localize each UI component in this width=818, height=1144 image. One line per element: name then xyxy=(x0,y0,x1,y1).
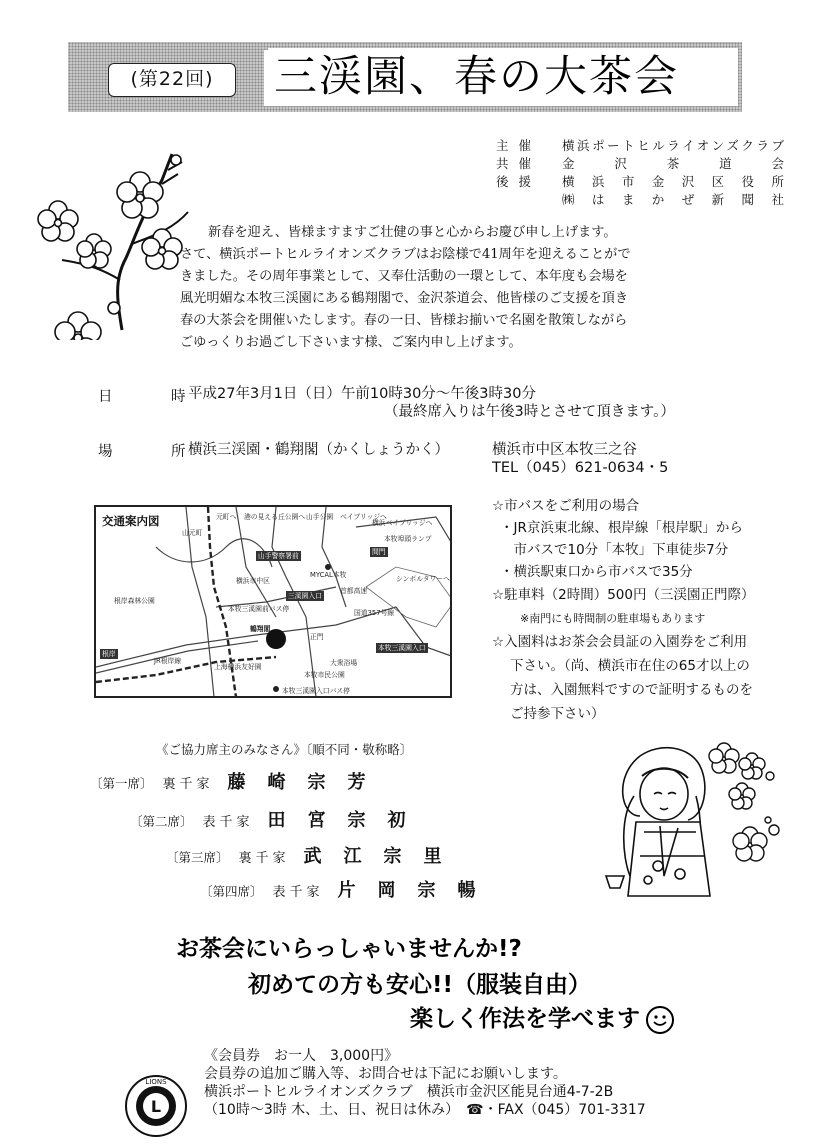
organizer-name: 金沢茶道会 xyxy=(562,156,784,171)
access-line: ※南門にも時間制の駐車場もあります xyxy=(520,612,706,625)
map-label: 山手公園 xyxy=(306,513,334,521)
svg-text:L: L xyxy=(150,1097,162,1116)
map-label: 本牧三溪園前バス停 xyxy=(228,605,290,613)
event-tel: TEL（045）621-0634・5 xyxy=(492,460,669,476)
organizer-name: 横浜市金沢区役所 xyxy=(562,174,784,189)
edition-badge: (第22回) xyxy=(108,63,236,97)
map-label: 首都高速 xyxy=(340,587,368,595)
map-label: 横浜ベイブリッジへ xyxy=(372,519,433,527)
access-line: 市バスで10分「本牧」下車徒歩7分 xyxy=(500,542,729,558)
map-label: 本牧三溪園入口 xyxy=(378,644,426,652)
cta-line: 初めての方も安心!!（服装自由） xyxy=(248,972,591,998)
cta-line: 楽しく作法を学べます xyxy=(410,1006,640,1032)
page-title: 三渓園、春の大茶会 xyxy=(268,48,738,106)
cta-line: お茶会にいらっしゃいませんか!? xyxy=(176,936,522,962)
tea-school: 裏千家 xyxy=(238,851,290,866)
map-label: 三溪園入口 xyxy=(288,592,322,600)
seat-number: 〔第四席〕 xyxy=(200,884,263,899)
tea-school: 裏千家 xyxy=(162,777,214,792)
plum-blossom-illustration xyxy=(22,140,202,340)
intro-line: 風光明媚な本牧三渓園にある鶴翔閣で、金沢茶道会、他皆様のご支援を頂き xyxy=(180,291,629,306)
host-name: 片岡宗暢 xyxy=(337,880,498,901)
intro-line: きました。その周年事業として、又奉仕活動の一環として、本年度も会場を xyxy=(180,269,628,284)
access-line: 方は、入園無料ですので証明するものを xyxy=(510,682,753,698)
hosts-heading: 《ご協力席主のみなさん》〔順不同・敬称略〕 xyxy=(156,742,413,757)
access-line: 下さい。（尚、横浜市在住の65才以上の xyxy=(510,658,750,674)
access-line: ☆入園料はお茶会会員証の入園券をご利用 xyxy=(492,634,748,650)
map-label: MYCAL本牧 xyxy=(310,571,347,579)
organizer-row xyxy=(496,191,784,209)
event-date-note: （最終席入りは午後3時とさせて頂きます。） xyxy=(384,404,675,420)
place-label: 場 所 xyxy=(98,444,208,460)
access-line: ・横浜駅東口から市バスで35分 xyxy=(500,564,693,580)
organizer-row xyxy=(496,173,784,191)
access-line: ・JR京浜東北線、根岸線「根岸駅」から xyxy=(500,520,743,536)
map-label: 元町へ xyxy=(216,513,237,521)
event-date: 平成27年3月1日（日）午前10時30分～午後3時30分 xyxy=(188,386,536,402)
intro-line: 新春を迎え、皆様ますますご壮健の事と心からお慶び申し上げます。 xyxy=(208,225,617,240)
footer-inquiry: 会員券の追加ご購入等、お問合せは下記にお願いします。 xyxy=(204,1066,567,1082)
access-line: ご持参下さい） xyxy=(510,706,605,722)
intro-line: ごゆっくりお過ごし下さいます様、ご案内申し上げます。 xyxy=(180,335,522,350)
kimono-girl-illustration xyxy=(600,736,788,906)
tea-school: 表千家 xyxy=(272,885,324,900)
map-label: 正門 xyxy=(310,633,324,641)
intro-line: 春の大茶会を開催いたします。春の一日、皆様お揃いで名園を散策しながら xyxy=(180,313,628,328)
footer-contact: （10時～3時 木、土、日、祝日は休み） ☎・FAX（045）701-3317 xyxy=(204,1102,646,1118)
ticket-price: 《会員券 お一人 3,000円》 xyxy=(204,1048,399,1064)
map-label: ベイブリッジへ xyxy=(340,513,387,521)
map-label: 本牧埠頭ランプ xyxy=(384,535,432,543)
organizer-row xyxy=(496,155,784,173)
seat-number: 〔第一席〕 xyxy=(90,776,153,791)
map-label: 根岸森林公園 xyxy=(114,597,155,605)
map-label: 港の見える丘公園へ xyxy=(244,513,306,521)
map-label: 横浜市中区 xyxy=(236,577,270,585)
organizer-role: 後援 xyxy=(496,174,542,189)
host-name: 藤崎宗芳 xyxy=(227,772,388,793)
map-label: 本牧三溪園入口バス停 xyxy=(282,687,350,695)
event-address: 横浜市中区本牧三之谷 xyxy=(492,442,637,458)
map-label: 鶴翔閣 xyxy=(250,625,271,633)
event-place: 横浜三渓園・鶴翔閣（かくしょうかく） xyxy=(188,442,449,458)
host-seat-row xyxy=(200,876,498,902)
map-label: 根岸 xyxy=(102,650,116,658)
organizer-role: 主催 xyxy=(496,138,542,153)
map-title: 交通案内図 xyxy=(102,514,160,528)
footer-address: 横浜ポートヒルライオンズクラブ 横浜市金沢区能見台通4-7-2B xyxy=(204,1084,614,1100)
map-label: 間門 xyxy=(372,548,386,556)
lions-club-logo xyxy=(124,1074,188,1138)
seat-number: 〔第三席〕 xyxy=(166,850,229,865)
organizer-role: 共催 xyxy=(496,156,542,171)
map-label: 本牧市民公園 xyxy=(304,671,345,679)
organizer-name: 横浜ポートヒルライオンズクラブ xyxy=(562,138,784,153)
organizer-name: ㈱はまかぜ新聞社 xyxy=(562,192,784,207)
logo-text: LIONS xyxy=(145,1078,167,1086)
map-label: JR根岸線 xyxy=(154,657,182,665)
access-line: ☆市バスをご利用の場合 xyxy=(492,498,640,514)
map-label: 国道357号線 xyxy=(354,609,395,617)
map-label: シンボルタワーへ xyxy=(396,575,450,583)
map-label: 山手警察署前 xyxy=(258,552,299,560)
access-map xyxy=(94,505,452,698)
smiley-face-icon xyxy=(646,1006,674,1034)
map-label: 上海横浜友好園 xyxy=(214,663,262,671)
host-seat-row xyxy=(130,806,428,832)
map-label: 大衆浴場 xyxy=(330,659,358,667)
seat-number: 〔第二席〕 xyxy=(130,814,193,829)
intro-line: さて、横浜ポートヒルライオンズクラブはお陰様で41周年を迎えることがで xyxy=(180,247,631,262)
host-name: 武江宗里 xyxy=(303,846,464,867)
host-name: 田宮宗初 xyxy=(267,810,428,831)
date-label: 日 時 xyxy=(98,389,208,405)
organizer-row xyxy=(496,137,784,155)
host-seat-row xyxy=(90,768,388,794)
host-seat-row xyxy=(166,842,464,868)
tea-school: 表千家 xyxy=(202,815,254,830)
map-label: 山元町 xyxy=(182,529,203,537)
access-line: ☆駐車料（2時間）500円（三渓園正門際） xyxy=(492,587,755,603)
cta-line-wrap xyxy=(410,1000,674,1034)
